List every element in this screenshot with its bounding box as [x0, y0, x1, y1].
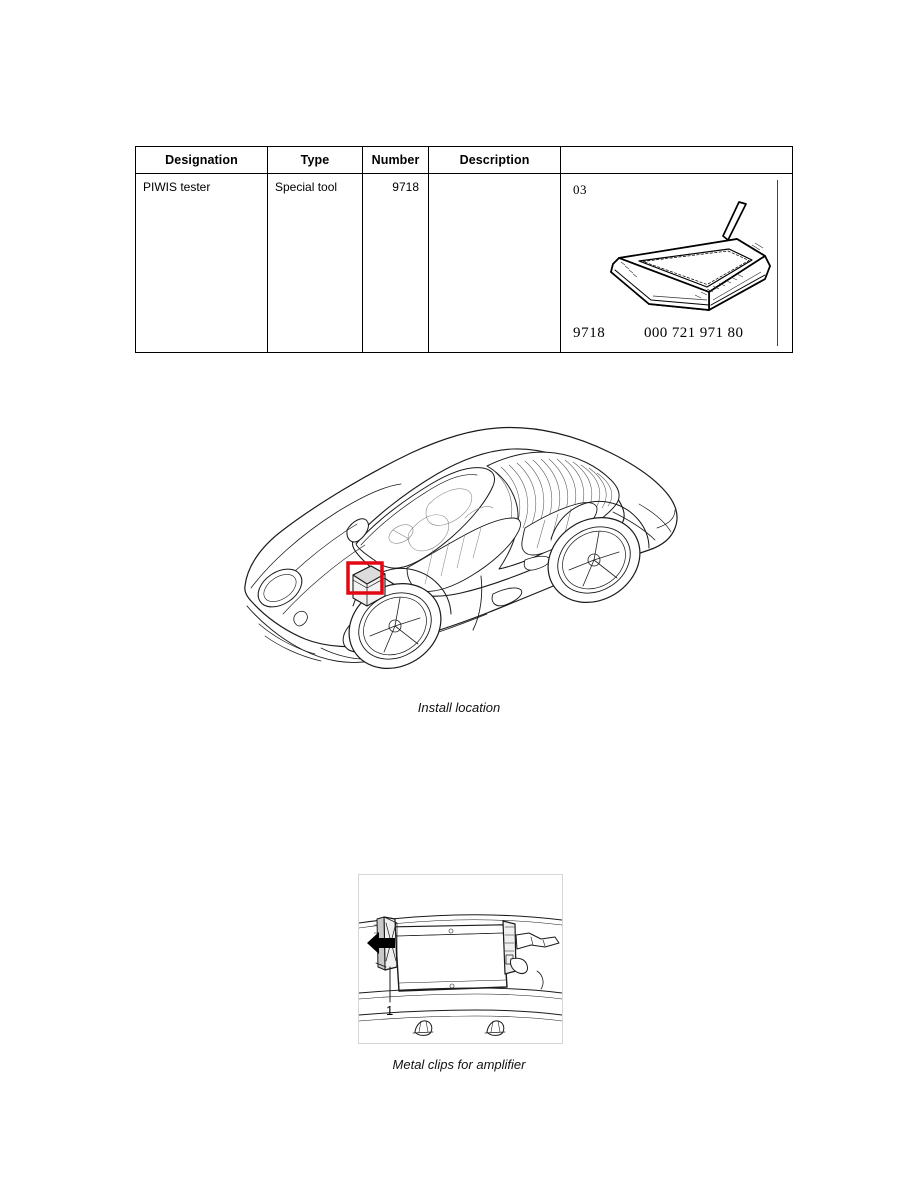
column-header-type: Type	[268, 147, 363, 174]
cell-number	[363, 174, 429, 353]
tool-part-number: 000 721 971 80	[644, 325, 744, 341]
column-header-image	[561, 147, 793, 174]
metal-clips-caption: Metal clips for amplifier	[392, 1057, 526, 1072]
amplifier-metal-clips-drawing	[359, 875, 562, 1043]
tool-number-label: 9718	[573, 325, 606, 341]
porsche-911-line-drawing	[225, 408, 695, 698]
cell-designation	[136, 174, 268, 353]
column-header-designation: Designation	[136, 147, 268, 174]
table-row	[136, 174, 793, 353]
metal-clips-figure	[358, 874, 563, 1044]
cell-tool-image	[561, 174, 793, 353]
designation-value: PIWIS tester	[143, 180, 211, 194]
install-location-caption: Install location	[417, 700, 501, 715]
type-value: Special tool	[275, 180, 338, 194]
column-header-description: Description	[429, 147, 561, 174]
column-header-number: Number	[363, 147, 429, 174]
cell-type	[268, 174, 363, 353]
number-value: 9718	[392, 180, 419, 194]
special-tool-table	[135, 146, 793, 353]
install-location-figure	[225, 408, 695, 698]
callout-1: 1	[386, 1003, 394, 1018]
cell-description	[429, 174, 561, 353]
table-header-row	[136, 147, 793, 174]
tool-code-top: 03	[573, 182, 587, 197]
piwis-tester-icon	[589, 192, 789, 332]
description-value	[429, 174, 560, 180]
